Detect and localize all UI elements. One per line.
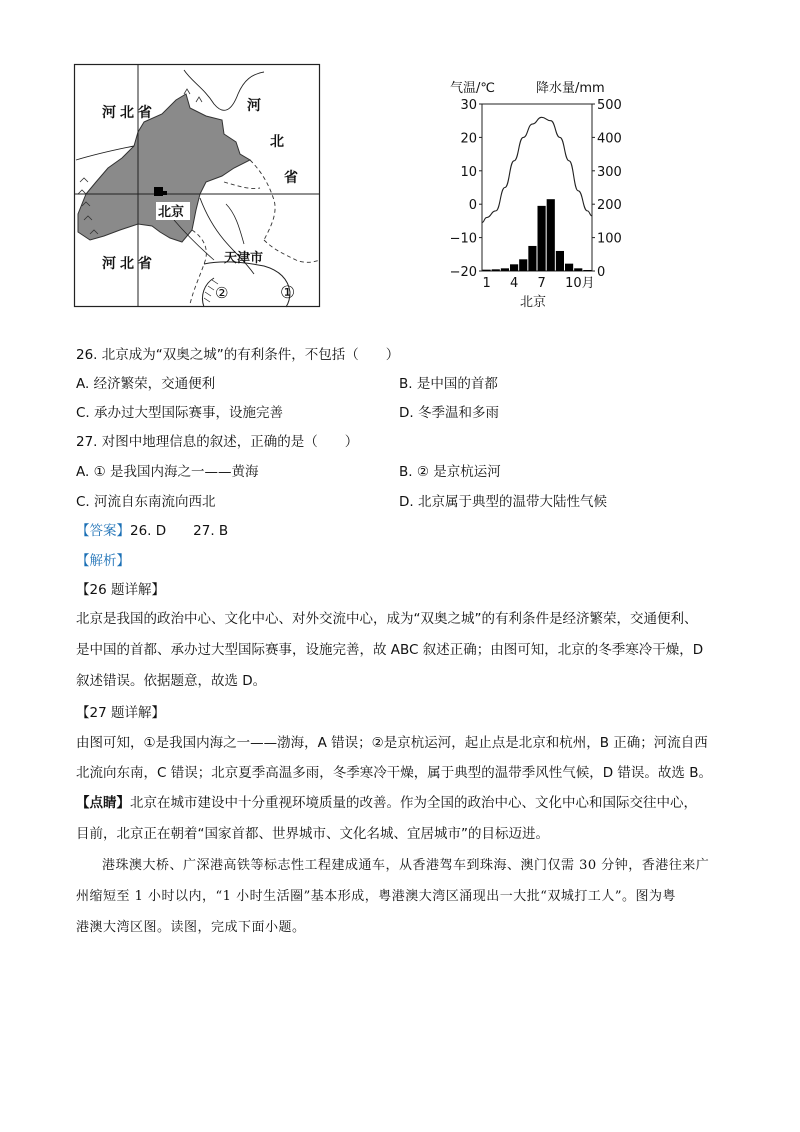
chart-city-label: 北京	[519, 295, 547, 310]
beijing-marker	[154, 187, 163, 196]
map-label-hebei-bottom: 河北省	[102, 256, 156, 272]
q26-option-b[interactable]: B. 是中国的首都	[399, 376, 498, 392]
map-label-hebei-top: 河北省	[102, 105, 156, 121]
left-tick-label: 0	[468, 198, 477, 214]
q27-detail-heading: 【27 题详解】	[76, 705, 165, 721]
q27-option-d[interactable]: D. 北京属于典型的温带大陆性气候	[399, 494, 607, 510]
q26-detail-line-3: 叙述错误。依据题意，故选 D。	[76, 673, 267, 689]
map-label-tianjin: 天津市	[224, 251, 264, 266]
precip-bar	[492, 269, 500, 271]
q27-option-b[interactable]: B. ② 是京杭运河	[399, 464, 501, 480]
q26-option-d[interactable]: D. 冬季温和多雨	[399, 405, 499, 421]
precip-bar	[510, 264, 518, 271]
left-tick-label: 20	[460, 131, 477, 147]
q27-detail-line-2: 北流向东南，C 错误；北京夏季高温多雨，冬季寒冷干燥，属于典型的温带季风性气候，D 错误。故选 B。	[76, 765, 712, 781]
answer-text: 26. D 27. B	[130, 523, 229, 539]
right-tick-label: 0	[597, 265, 606, 280]
map-label-beijing: 北京	[158, 205, 185, 220]
q26-detail-heading: 【26 题详解】	[76, 582, 165, 598]
right-tick-label: 400	[597, 131, 622, 147]
left-tick-label: 10	[460, 164, 477, 180]
left-tick-label: 30	[460, 98, 477, 113]
precip-bar	[501, 268, 509, 271]
tip-tag: 【点睛】	[76, 795, 130, 811]
passage-line-1: 港珠澳大桥、广深港高铁等标志性工程建成通车，从香港驾车到珠海、澳门仅需 30 分钟，香港往来广	[102, 858, 710, 873]
precip-bar	[547, 199, 555, 271]
plot-frame	[482, 104, 592, 271]
right-tick-label: 300	[597, 164, 622, 180]
right-tick-label: 500	[597, 98, 622, 113]
analysis-tag: 【解析】	[76, 553, 130, 569]
left-tick-label: −20	[449, 265, 477, 280]
passage-line-2: 州缩短至 1 小时以内，“1 小时生活圈”基本形成，粤港澳大湾区涌现出一大批“双城打工人”。图为粤	[76, 889, 677, 904]
answer-line	[76, 521, 228, 541]
q26-stem: 26. 北京成为“双奥之城”的有利条件，不包括（ ）	[76, 347, 400, 363]
precip-bar	[556, 251, 564, 271]
map-marker-2: ②	[215, 284, 229, 302]
q27-option-a[interactable]: A. ① 是我国内海之一——黄海	[76, 464, 259, 480]
map-marker-1: ①	[280, 283, 296, 303]
q27-detail-line-1: 由图可知，①是我国内海之一——渤海，A 错误；②是京杭运河，起止点是北京和杭州，B 正确；河流自西	[76, 735, 708, 751]
map-label-sheng: 省	[284, 170, 298, 186]
right-axis-label: 降水量/mm	[536, 81, 605, 96]
precip-bar	[565, 264, 573, 271]
tip-line-2: 目前，北京正在朝着“国家首都、世界城市、文化名城、宜居城市”的目标迈进。	[76, 826, 549, 842]
temperature-line	[482, 117, 592, 222]
beijing-climate-chart	[440, 72, 622, 312]
answer-tag: 【答案】	[76, 523, 130, 539]
x-tick-label: 1	[482, 276, 491, 291]
left-tick-label: −10	[449, 231, 477, 247]
q27-option-c[interactable]: C. 河流自东南流向西北	[76, 494, 216, 510]
precip-bar	[483, 270, 491, 271]
q26-detail-line-1: 北京是我国的政治中心、文化中心、对外交流中心，成为“双奥之城”的有利条件是经济繁荣，交通便利、	[76, 611, 698, 627]
q26-detail-line-2: 是中国的首都、承办过大型国际赛事，设施完善，故 ABC 叙述正确；由图可知，北京的冬季寒冷干燥，D	[76, 642, 704, 658]
map-label-bei: 北	[270, 134, 284, 150]
precip-bar	[538, 206, 546, 271]
tip-line-1	[76, 793, 697, 813]
passage-line-3: 港澳大湾区图。读图，完成下面小题。	[76, 920, 306, 935]
map-label-he: 河	[247, 98, 261, 114]
q26-option-a[interactable]: A. 经济繁荣，交通便利	[76, 376, 216, 392]
right-tick-label: 200	[597, 198, 622, 214]
q27-stem: 27. 对图中地理信息的叙述，正确的是（ ）	[76, 434, 359, 450]
x-tick-label: 10月	[565, 276, 595, 291]
x-tick-label: 4	[509, 276, 519, 291]
right-tick-label: 100	[597, 231, 622, 247]
left-axis-label: 气温/℃	[450, 81, 495, 96]
precip-bar	[574, 268, 582, 271]
x-tick-label: 7	[537, 276, 546, 291]
precip-bar	[519, 259, 527, 271]
precip-bar	[528, 246, 536, 271]
beijing-location-map	[74, 64, 320, 307]
q26-option-c[interactable]: C. 承办过大型国际赛事，设施完善	[76, 405, 284, 421]
precip-bar	[583, 270, 591, 271]
tip-text-1: 北京在城市建设中十分重视环境质量的改善。作为全国的政治中心、文化中心和国际交往中心，	[130, 795, 697, 811]
